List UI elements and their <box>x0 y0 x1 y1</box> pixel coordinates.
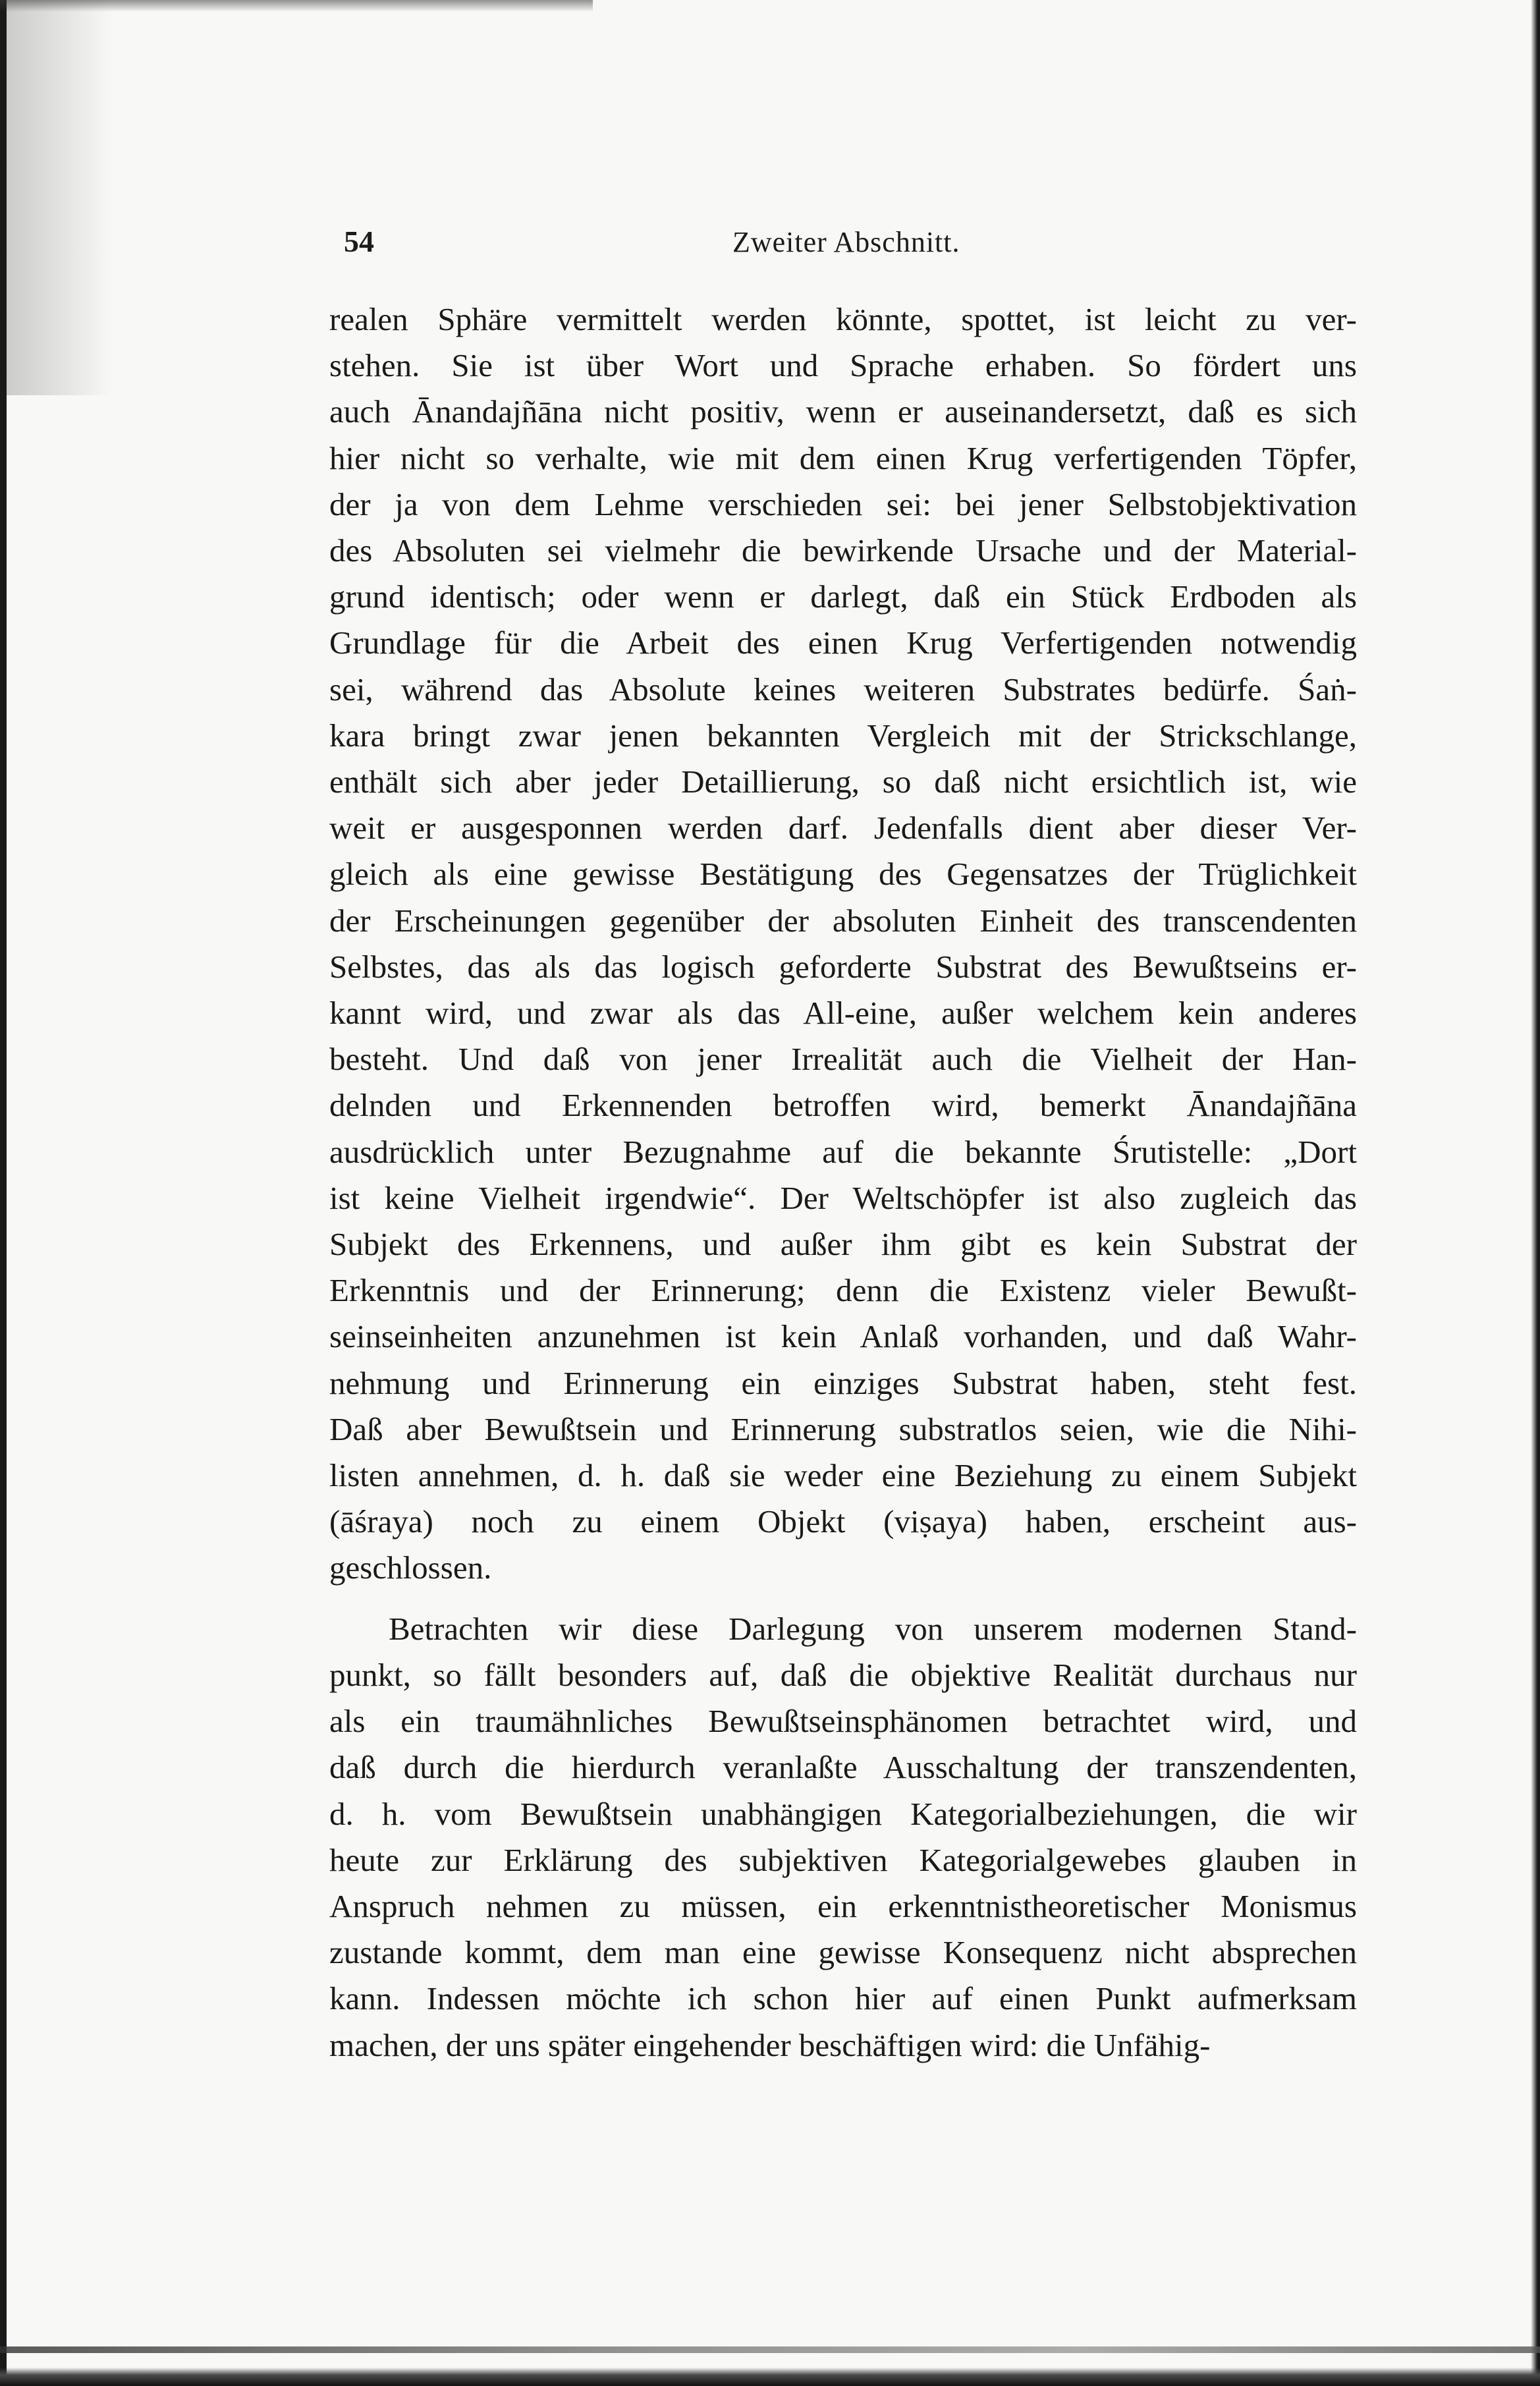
text-line: stehen. Sie ist über Wort und Sprache erhaben. So fördert uns <box>329 347 1357 384</box>
text-line: geschlossen. <box>329 1549 492 1586</box>
text-line: daß durch die hierdurch veranlaßte Ausschaltung der transzendenten, <box>329 1749 1357 1786</box>
text-line: kann. Indessen möchte ich schon hier auf einen Punkt aufmerksam <box>329 1980 1357 2017</box>
text-line: besteht. Und daß von jener Irrealität auch die Vielheit der Han- <box>329 1041 1357 1078</box>
paragraph <box>329 296 1357 1592</box>
text-line: machen, der uns später eingehender beschäftigen wird: die Unfähig- <box>329 2026 1211 2063</box>
scan-shadow <box>7 0 112 395</box>
text-line: d. h. vom Bewußtsein unabhängigen Kategorialbeziehungen, die wir <box>329 1795 1357 1832</box>
text-line: gleich als eine gewisse Bestätigung des Gegensatzes der Trüglichkeit <box>329 856 1357 893</box>
text-line: kara bringt zwar jenen bekannten Vergleich mit der Strickschlange, <box>329 717 1357 754</box>
scan-edge-top <box>0 0 593 12</box>
text-line: als ein traumähnliches Bewußtseinsphänomen betrachtet wird, und <box>329 1703 1357 1740</box>
page-number: 54 <box>344 225 374 258</box>
text-line: Anspruch nehmen zu müssen, ein erkenntnistheoretischer Monismus <box>329 1887 1357 1924</box>
running-head: Zweiter Abschnitt. <box>732 226 960 258</box>
text-line: nehmung und Erinnerung ein einziges Substrat haben, steht fest. <box>329 1364 1357 1401</box>
text-line: hier nicht so verhalte, wie mit dem einen Krug verfertigenden Töpfer, <box>329 439 1357 476</box>
page-header <box>337 224 1365 277</box>
text-line: Grundlage für die Arbeit des einen Krug Verfertigenden notwendig <box>329 624 1357 661</box>
scan-edge-bottom <box>0 2368 1540 2386</box>
text-line: realen Sphäre vermittelt werden könnte, spottet, ist leicht zu ver- <box>329 301 1357 337</box>
text-line: Betrachten wir diese Darlegung von unserem modernen Stand- <box>389 1610 1357 1647</box>
text-line: heute zur Erklärung des subjektiven Kategorialgewebes glauben in <box>329 1841 1357 1878</box>
text-line: auch Ānandajñāna nicht positiv, wenn er auseinandersetzt, daß es sich <box>329 393 1357 430</box>
text-line: punkt, so fällt besonders auf, daß die objektive Realität durchaus nur <box>329 1656 1357 1693</box>
text-line: ist keine Vielheit irgendwie“. Der Weltschöpfer ist also zugleich das <box>329 1179 1357 1216</box>
scan-edge-left <box>0 0 7 2386</box>
text-line: kannt wird, und zwar als das All-eine, außer welchem kein anderes <box>329 995 1357 1032</box>
text-line: grund identisch; oder wenn er darlegt, daß ein Stück Erdboden als <box>329 578 1357 615</box>
text-line: Daß aber Bewußtsein und Erinnerung substratlos seien, wie die Nihi- <box>329 1410 1357 1447</box>
text-line: (āśraya) noch zu einem Objekt (viṣaya) haben, erscheint aus- <box>329 1503 1357 1540</box>
text-line: delnden und Erkennenden betroffen wird, bemerkt Ānandajñāna <box>329 1087 1357 1124</box>
text-line: Erkenntnis und der Erinnerung; denn die Existenz vieler Bewußt- <box>329 1272 1357 1309</box>
scan-bottom-line <box>0 2346 1540 2353</box>
text-line: Selbstes, das als das logisch geforderte Substrat des Bewußtseins er- <box>329 948 1357 985</box>
paragraph <box>329 1606 1357 2068</box>
text-line: enthält sich aber jeder Detaillierung, so daß nicht ersichtlich ist, wie <box>329 763 1357 800</box>
text-line: der ja von dem Lehme verschieden sei: bei jener Selbstobjektivation <box>329 486 1357 522</box>
body-text <box>329 296 1357 2068</box>
text-line: listen annehmen, d. h. daß sie weder eine Beziehung zu einem Subjekt <box>329 1457 1357 1494</box>
scan-edge-right <box>1531 0 1540 2386</box>
text-line: Subjekt des Erkennens, und außer ihm gibt es kein Substrat der <box>329 1226 1357 1263</box>
text-line: ausdrücklich unter Bezugnahme auf die bekannte Śrutistelle: „Dort <box>329 1133 1357 1170</box>
text-line: der Erscheinungen gegenüber der absoluten Einheit des transcendenten <box>329 902 1357 939</box>
text-line: seinseinheiten anzunehmen ist kein Anlaß vorhanden, und daß Wahr- <box>329 1318 1357 1355</box>
text-line: des Absoluten sei vielmehr die bewirkende Ursache und der Material- <box>329 532 1357 569</box>
text-line: zustande kommt, dem man eine gewisse Konsequenz nicht absprechen <box>329 1934 1357 1971</box>
text-line: weit er ausgesponnen werden darf. Jedenfalls dient aber dieser Ver- <box>329 810 1357 846</box>
text-line: sei, während das Absolute keines weiteren Substrates bedürfe. Śaṅ- <box>329 671 1357 707</box>
